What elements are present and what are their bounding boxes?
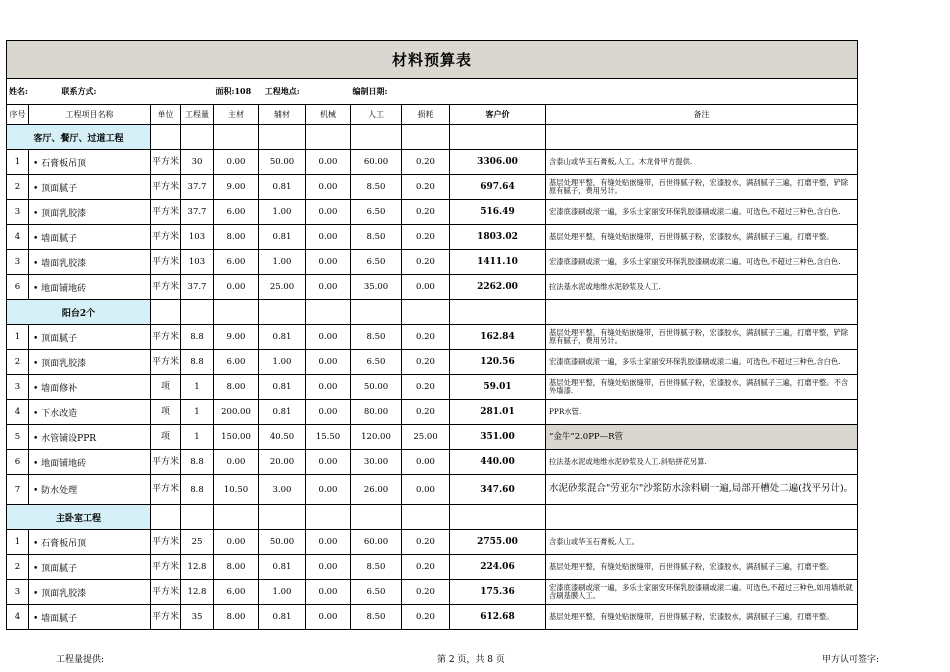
loss: 0.20 bbox=[402, 400, 450, 425]
column-header: 工程项目名称 bbox=[29, 105, 151, 125]
labor: 26.00 bbox=[351, 475, 402, 505]
quantity: 8.8 bbox=[181, 450, 214, 475]
row-number: 1 bbox=[7, 325, 29, 350]
unit: 平方米 bbox=[151, 250, 181, 275]
main-material: 0.00 bbox=[214, 450, 259, 475]
machinery: 0.00 bbox=[306, 375, 351, 400]
machinery: 0.00 bbox=[306, 555, 351, 580]
column-header: 主材 bbox=[214, 105, 259, 125]
table-row bbox=[7, 450, 858, 475]
remark: 宏漆底漆刷或滚一遍，多乐士家丽安环保乳胶漆刷或滚二遍。可选色,不超过三种色,含白色. bbox=[546, 200, 858, 225]
machinery: 0.00 bbox=[306, 200, 351, 225]
labor: 6.50 bbox=[351, 250, 402, 275]
labor: 120.00 bbox=[351, 425, 402, 450]
loss: 0.20 bbox=[402, 580, 450, 605]
item-name: • 顶面乳胶漆 bbox=[29, 350, 151, 375]
loss: 0.20 bbox=[402, 530, 450, 555]
item-name: • 顶面腻子 bbox=[29, 325, 151, 350]
row-number: 2 bbox=[7, 175, 29, 200]
labor: 8.50 bbox=[351, 555, 402, 580]
machinery: 0.00 bbox=[306, 150, 351, 175]
footer-left: 工程量提供: bbox=[56, 655, 105, 665]
labor: 6.50 bbox=[351, 350, 402, 375]
item-name: • 墙面乳胶漆 bbox=[29, 250, 151, 275]
machinery: 0.00 bbox=[306, 475, 351, 505]
section-row bbox=[7, 505, 858, 530]
quantity: 1 bbox=[181, 400, 214, 425]
item-name: • 墙面腻子 bbox=[29, 225, 151, 250]
row-number: 2 bbox=[7, 350, 29, 375]
row-number: 5 bbox=[7, 425, 29, 450]
customer-price: 1411.10 bbox=[450, 250, 546, 275]
quantity: 12.8 bbox=[181, 580, 214, 605]
item-name: • 水管铺设PPR bbox=[29, 425, 151, 450]
row-number: 3 bbox=[7, 250, 29, 275]
date-label: 编制日期: bbox=[352, 86, 388, 96]
labor: 8.50 bbox=[351, 605, 402, 630]
unit: 平方米 bbox=[151, 530, 181, 555]
machinery: 0.00 bbox=[306, 530, 351, 555]
table-row bbox=[7, 605, 858, 630]
quantity: 8.8 bbox=[181, 325, 214, 350]
aux-material: 20.00 bbox=[259, 450, 306, 475]
item-name: • 石膏板吊顶 bbox=[29, 530, 151, 555]
main-material: 0.00 bbox=[214, 530, 259, 555]
main-material: 10.50 bbox=[214, 475, 259, 505]
customer-price: 440.00 bbox=[450, 450, 546, 475]
table-row bbox=[7, 425, 858, 450]
row-number: 6 bbox=[7, 450, 29, 475]
info-row bbox=[7, 79, 858, 105]
machinery: 0.00 bbox=[306, 275, 351, 300]
loss: 0.00 bbox=[402, 475, 450, 505]
machinery: 0.00 bbox=[306, 400, 351, 425]
aux-material: 0.81 bbox=[259, 175, 306, 200]
quantity: 103 bbox=[181, 225, 214, 250]
labor: 60.00 bbox=[351, 150, 402, 175]
customer-price: 516.49 bbox=[450, 200, 546, 225]
aux-material: 0.81 bbox=[259, 555, 306, 580]
aux-material: 0.81 bbox=[259, 375, 306, 400]
aux-material: 1.00 bbox=[259, 350, 306, 375]
row-number: 7 bbox=[7, 475, 29, 505]
aux-material: 50.00 bbox=[259, 530, 306, 555]
column-header: 机械 bbox=[306, 105, 351, 125]
quantity: 1 bbox=[181, 375, 214, 400]
main-material: 6.00 bbox=[214, 350, 259, 375]
machinery: 15.50 bbox=[306, 425, 351, 450]
location-label: 工程地点: bbox=[264, 86, 300, 96]
table-row bbox=[7, 375, 858, 400]
labor: 60.00 bbox=[351, 530, 402, 555]
labor: 35.00 bbox=[351, 275, 402, 300]
remark: 宏漆底漆刷或滚一遍，多乐士家丽安环保乳胶漆刷或滚二遍。可选色,不超过三种色,含白色. bbox=[546, 350, 858, 375]
column-header: 备注 bbox=[546, 105, 858, 125]
item-name: • 顶面腻子 bbox=[29, 555, 151, 580]
machinery: 0.00 bbox=[306, 175, 351, 200]
row-number: 4 bbox=[7, 400, 29, 425]
machinery: 0.00 bbox=[306, 250, 351, 275]
row-number: 2 bbox=[7, 555, 29, 580]
table-row bbox=[7, 580, 858, 605]
remark: “金牛”2.0PP—R管 bbox=[546, 425, 858, 450]
column-header: 客户价 bbox=[450, 105, 546, 125]
budget-table bbox=[6, 40, 858, 630]
customer-price: 697.64 bbox=[450, 175, 546, 200]
main-material: 9.00 bbox=[214, 325, 259, 350]
loss: 0.20 bbox=[402, 555, 450, 580]
contact-label: 联系方式: bbox=[61, 86, 97, 96]
aux-material: 1.00 bbox=[259, 200, 306, 225]
table-row bbox=[7, 325, 858, 350]
item-name: • 下水改造 bbox=[29, 400, 151, 425]
row-number: 3 bbox=[7, 580, 29, 605]
item-name: • 顶面腻子 bbox=[29, 175, 151, 200]
area-label: 面积:108 bbox=[215, 86, 252, 96]
quantity: 8.8 bbox=[181, 350, 214, 375]
item-name: • 墙面修补 bbox=[29, 375, 151, 400]
unit: 平方米 bbox=[151, 325, 181, 350]
info-name-contact bbox=[7, 79, 151, 105]
aux-material: 0.81 bbox=[259, 325, 306, 350]
loss: 0.20 bbox=[402, 350, 450, 375]
machinery: 0.00 bbox=[306, 450, 351, 475]
aux-material: 0.81 bbox=[259, 225, 306, 250]
quantity: 12.8 bbox=[181, 555, 214, 580]
loss: 0.20 bbox=[402, 175, 450, 200]
aux-material: 0.81 bbox=[259, 605, 306, 630]
unit: 平方米 bbox=[151, 475, 181, 505]
row-number: 4 bbox=[7, 605, 29, 630]
unit: 平方米 bbox=[151, 350, 181, 375]
row-number: 3 bbox=[7, 375, 29, 400]
customer-price: 3306.00 bbox=[450, 150, 546, 175]
remark: 基层处理平整，有缝处贴嵌缝带，百世得腻子粉，宏漆胶水，满刮腻子三遍，打磨平整，铲除原有腻子，费用另计。 bbox=[546, 175, 858, 200]
aux-material: 3.00 bbox=[259, 475, 306, 505]
unit: 平方米 bbox=[151, 200, 181, 225]
main-material: 0.00 bbox=[214, 275, 259, 300]
table-row bbox=[7, 150, 858, 175]
unit: 平方米 bbox=[151, 225, 181, 250]
table-row bbox=[7, 400, 858, 425]
remark: 水泥砂浆混合"劳亚尔"沙浆防水涂料刷一遍,局部开槽处二遍(找平另计)。 bbox=[546, 475, 858, 505]
machinery: 0.00 bbox=[306, 580, 351, 605]
labor: 8.50 bbox=[351, 225, 402, 250]
customer-price: 59.01 bbox=[450, 375, 546, 400]
main-material: 8.00 bbox=[214, 225, 259, 250]
loss: 0.20 bbox=[402, 375, 450, 400]
unit: 项 bbox=[151, 375, 181, 400]
unit: 平方米 bbox=[151, 450, 181, 475]
table-row bbox=[7, 225, 858, 250]
labor: 6.50 bbox=[351, 580, 402, 605]
labor: 80.00 bbox=[351, 400, 402, 425]
quantity: 25 bbox=[181, 530, 214, 555]
loss: 0.00 bbox=[402, 450, 450, 475]
unit: 平方米 bbox=[151, 555, 181, 580]
quantity: 30 bbox=[181, 150, 214, 175]
section-row bbox=[7, 125, 858, 150]
table-row bbox=[7, 530, 858, 555]
unit: 平方米 bbox=[151, 175, 181, 200]
item-name: • 墙面腻子 bbox=[29, 605, 151, 630]
loss: 25.00 bbox=[402, 425, 450, 450]
unit: 项 bbox=[151, 400, 181, 425]
quantity: 37.7 bbox=[181, 275, 214, 300]
unit: 平方米 bbox=[151, 275, 181, 300]
customer-price: 175.36 bbox=[450, 580, 546, 605]
table-row bbox=[7, 350, 858, 375]
table-row bbox=[7, 555, 858, 580]
remark: 宏漆底漆刷或滚一遍，多乐士家丽安环保乳胶漆刷或滚二遍。可选色,不超过三种色,含白色. bbox=[546, 250, 858, 275]
footer-right: 甲方认可签字: bbox=[822, 655, 880, 665]
remark: 拉法基水泥或地维水泥砂浆及人工. bbox=[546, 275, 858, 300]
table-row bbox=[7, 250, 858, 275]
aux-material: 25.00 bbox=[259, 275, 306, 300]
machinery: 0.00 bbox=[306, 325, 351, 350]
remark: 基层处理平整，有缝处贴嵌缝带，百世得腻子粉，宏漆胶水，满刮腻子三遍，打磨平整。 bbox=[546, 225, 858, 250]
item-name: • 地面铺地砖 bbox=[29, 275, 151, 300]
footer-center: 第 2 页，共 8 页 bbox=[437, 655, 505, 665]
remark: 基层处理平整，有缝处贴嵌缝带，百世得腻子粉，宏漆胶水，满刮腻子三遍，打磨平整。 bbox=[546, 555, 858, 580]
name-label: 姓名: bbox=[9, 86, 28, 96]
main-material: 200.00 bbox=[214, 400, 259, 425]
info-date bbox=[351, 79, 858, 105]
aux-material: 1.00 bbox=[259, 250, 306, 275]
row-number: 1 bbox=[7, 530, 29, 555]
row-number: 4 bbox=[7, 225, 29, 250]
labor: 8.50 bbox=[351, 325, 402, 350]
row-number: 3 bbox=[7, 200, 29, 225]
remark: PPR水管. bbox=[546, 400, 858, 425]
section-row bbox=[7, 300, 858, 325]
aux-material: 40.50 bbox=[259, 425, 306, 450]
customer-price: 1803.02 bbox=[450, 225, 546, 250]
section-title: 主卧室工程 bbox=[7, 505, 151, 530]
table-row bbox=[7, 200, 858, 225]
table-row bbox=[7, 475, 858, 505]
customer-price: 224.06 bbox=[450, 555, 546, 580]
remark: 含泰山或华玉石膏板,人工。木龙骨甲方提供. bbox=[546, 150, 858, 175]
column-header: 人工 bbox=[351, 105, 402, 125]
quantity: 37.7 bbox=[181, 200, 214, 225]
aux-material: 50.00 bbox=[259, 150, 306, 175]
customer-price: 2262.00 bbox=[450, 275, 546, 300]
unit: 项 bbox=[151, 425, 181, 450]
unit: 平方米 bbox=[151, 580, 181, 605]
sheet-title: 材料预算表 bbox=[7, 41, 858, 79]
item-name: • 地面铺地砖 bbox=[29, 450, 151, 475]
remark: 宏漆底漆刷或滚一遍，多乐士家丽安环保乳胶漆刷或滚二遍。可选色,不超过三种色,如用墙纸就含刷基膜人工。 bbox=[546, 580, 858, 605]
customer-price: 162.84 bbox=[450, 325, 546, 350]
column-header: 辅材 bbox=[259, 105, 306, 125]
loss: 0.20 bbox=[402, 200, 450, 225]
table-row bbox=[7, 175, 858, 200]
labor: 8.50 bbox=[351, 175, 402, 200]
labor: 6.50 bbox=[351, 200, 402, 225]
main-material: 6.00 bbox=[214, 250, 259, 275]
item-name: • 防水处理 bbox=[29, 475, 151, 505]
loss: 0.20 bbox=[402, 605, 450, 630]
customer-price: 347.60 bbox=[450, 475, 546, 505]
remark: 拉法基水泥或地维水泥砂浆及人工.斜贴拼花另算. bbox=[546, 450, 858, 475]
labor: 50.00 bbox=[351, 375, 402, 400]
quantity: 8.8 bbox=[181, 475, 214, 505]
column-header: 单位 bbox=[151, 105, 181, 125]
customer-price: 612.68 bbox=[450, 605, 546, 630]
quantity: 37.7 bbox=[181, 175, 214, 200]
remark: 基层处理平整，有缝处贴嵌缝带，百世得腻子粉，宏漆胶水，满刮腻子三遍，打磨平整。 bbox=[546, 605, 858, 630]
title-row bbox=[7, 41, 858, 79]
item-name: • 石膏板吊顶 bbox=[29, 150, 151, 175]
customer-price: 351.00 bbox=[450, 425, 546, 450]
remark: 含泰山或华玉石膏板,人工。 bbox=[546, 530, 858, 555]
unit: 平方米 bbox=[151, 150, 181, 175]
item-name: • 顶面乳胶漆 bbox=[29, 200, 151, 225]
loss: 0.00 bbox=[402, 275, 450, 300]
machinery: 0.00 bbox=[306, 605, 351, 630]
quantity: 103 bbox=[181, 250, 214, 275]
quantity: 1 bbox=[181, 425, 214, 450]
budget-sheet bbox=[6, 40, 857, 630]
loss: 0.20 bbox=[402, 225, 450, 250]
customer-price: 2755.00 bbox=[450, 530, 546, 555]
main-material: 6.00 bbox=[214, 200, 259, 225]
machinery: 0.00 bbox=[306, 225, 351, 250]
main-material: 0.00 bbox=[214, 150, 259, 175]
customer-price: 120.56 bbox=[450, 350, 546, 375]
table-row bbox=[7, 275, 858, 300]
labor: 30.00 bbox=[351, 450, 402, 475]
quantity: 35 bbox=[181, 605, 214, 630]
customer-price: 281.01 bbox=[450, 400, 546, 425]
main-material: 8.00 bbox=[214, 555, 259, 580]
remark: 基层处理平整，有缝处贴嵌缝带，百世得腻子粉，宏漆胶水，满刮腻子三遍，打磨平整，铲除原有腻子，费用另计。 bbox=[546, 325, 858, 350]
aux-material: 0.81 bbox=[259, 400, 306, 425]
info-area-location bbox=[214, 79, 351, 105]
aux-material: 1.00 bbox=[259, 580, 306, 605]
section-title: 阳台2个 bbox=[7, 300, 151, 325]
loss: 0.20 bbox=[402, 150, 450, 175]
column-header: 序号 bbox=[7, 105, 29, 125]
column-header: 损耗 bbox=[402, 105, 450, 125]
section-title: 客厅、餐厅、过道工程 bbox=[7, 125, 151, 150]
machinery: 0.00 bbox=[306, 350, 351, 375]
page-footer bbox=[0, 652, 950, 672]
header-row bbox=[7, 105, 858, 125]
column-header: 工程量 bbox=[181, 105, 214, 125]
main-material: 8.00 bbox=[214, 375, 259, 400]
row-number: 6 bbox=[7, 275, 29, 300]
item-name: • 顶面乳胶漆 bbox=[29, 580, 151, 605]
remark: 基层处理平整，有缝处贴嵌缝带，百世得腻子粉，宏漆胶水，满刮腻子三遍，打磨平整。不含外墙漆. bbox=[546, 375, 858, 400]
main-material: 150.00 bbox=[214, 425, 259, 450]
main-material: 8.00 bbox=[214, 605, 259, 630]
loss: 0.20 bbox=[402, 250, 450, 275]
main-material: 6.00 bbox=[214, 580, 259, 605]
main-material: 9.00 bbox=[214, 175, 259, 200]
row-number: 1 bbox=[7, 150, 29, 175]
unit: 平方米 bbox=[151, 605, 181, 630]
loss: 0.20 bbox=[402, 325, 450, 350]
